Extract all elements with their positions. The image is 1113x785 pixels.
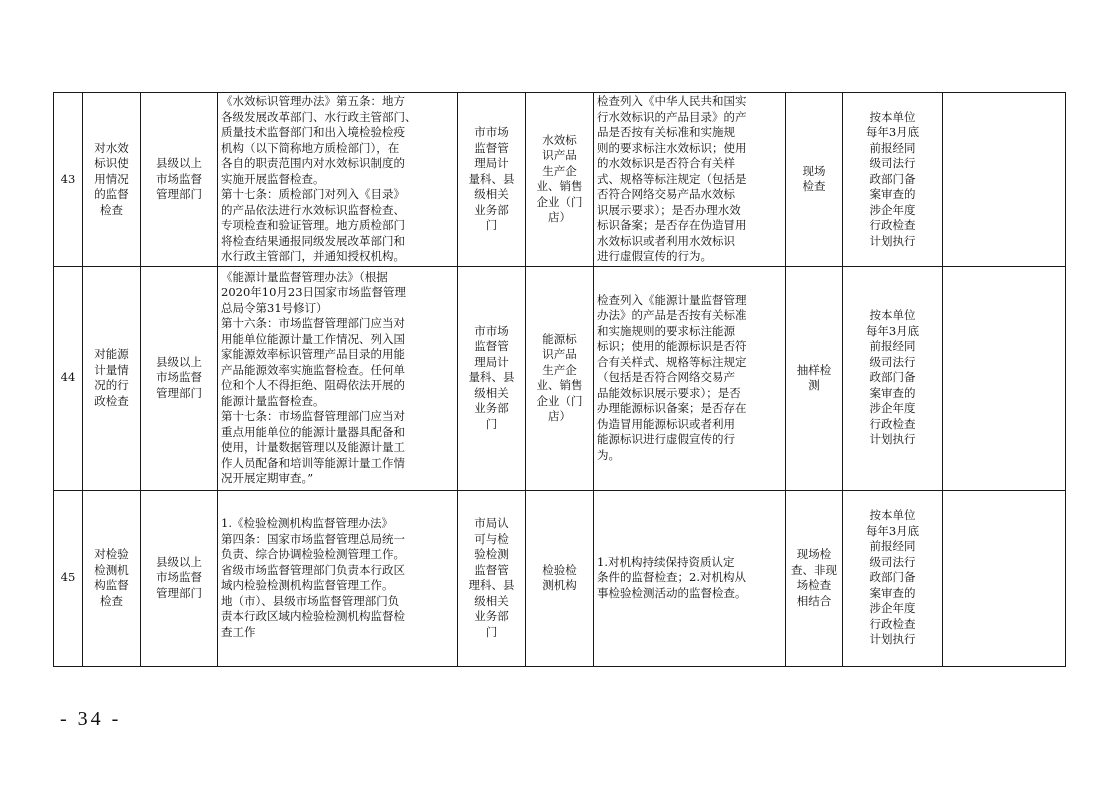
row-number: 45	[54, 490, 83, 666]
inspection-method: 现场 检查	[786, 93, 843, 267]
table-row	[54, 93, 1066, 267]
inspection-frequency: 按本单位 每年3月底 前报经同 级司法行 政部门备 案审查的 涉企年度 行政检查 计划执行	[843, 266, 943, 490]
remark	[943, 266, 1066, 490]
row-number: 44	[54, 266, 83, 490]
inspection-object: 水效标 识产品 生产企 业、销售 企业（门 店）	[526, 93, 594, 267]
inspection-content: 检查列入《中华人民共和国实 行水效标识的产品目录》的产 品是否按有关标准和实施规 则的要求标注水效标识；使用 的水效标识是否符合有关样 式、规格等标注规定（包括是 否符合网络交易产品水效标 识展示要求）；是否办理水效 标识备案；是否存在伪造冒用 水效标识或者利用水效标识 进行虚假宣传的行为。	[594, 93, 786, 267]
remark	[943, 93, 1066, 267]
inspection-subject: 县级以上 市场监督 管理部门	[141, 93, 218, 267]
legal-basis: 《能源计量监督管理办法》（根据 2020年10月23日国家市场监督管理 总局令第31号修订） 第十六条：市场监督管理部门应当对 用能单位能源计量工作情况、列入国 家能源效率标识管理产品目录的用能 产品能源效率实施监督检查。任何单 位和个人不得拒绝、阻碍依法开展的 能源计量监督检查。 第十七条：市场监督管理部门应当对 重点用能单位的能源计量器具配备和 使用，计量数据管理以及能源计量工 作人员配备和培训等能源计量工作情 况开展定期审查。”	[218, 266, 458, 490]
inspection-frequency: 按本单位 每年3月底 前报经同 级司法行 政部门备 案审查的 涉企年度 行政检查 计划执行	[843, 93, 943, 267]
responsible-department: 市市场 监督管 理局计 量科、县 级相关 业务部 门	[458, 266, 526, 490]
page-number: - 34 -	[60, 708, 122, 730]
table-row	[54, 490, 1066, 666]
inspection-item: 对能源 计量情 况的行 政检查	[83, 266, 141, 490]
inspection-object: 检验检 测机构	[526, 490, 594, 666]
legal-basis: 《水效标识管理办法》第五条：地方 各级发展改革部门、水行政主管部门、 质量技术监督部门和出入境检验检疫 机构（以下简称地方质检部门），在 各自的职责范围内对水效标识制度的 实施开展监督检查。 第十七条：质检部门对列入《目录》 的产品依法进行水效标识监督检查、 专项检查和验证管理。地方质检部门 将检查结果通报同级发展改革部门和 水行政主管部门，并通知授权机构。	[218, 93, 458, 267]
inspection-item: 对检验 检测机 构监督 检查	[83, 490, 141, 666]
inspection-item: 对水效 标识使 用情况 的监督 检查	[83, 93, 141, 267]
remark	[943, 490, 1066, 666]
legal-basis: 1.《检验检测机构监督管理办法》 第四条：国家市场监督管理总局统一 负责、综合协调检验检测管理工作。 省级市场监督管理部门负责本行政区 域内检验检测机构监督管理工作。 地（市）、县级市场监督管理部门负 责本行政区域内检验检测机构监督检 查工作	[218, 490, 458, 666]
inspection-subject: 县级以上 市场监督 管理部门	[141, 490, 218, 666]
responsible-department: 市局认 可与检 验检测 监督管 理科、县 级相关 业务部 门	[458, 490, 526, 666]
inspection-content: 检查列入《能源计量监督管理 办法》的产品是否按有关标准 和实施规则的要求标注能源 标识；使用的能源标识是否符 合有关样式、规格等标注规定 （包括是否符合网络交易产 品能效标识展示要求）；是否 办理能源标识备案；是否存在 伪造冒用能源标识或者利用 能源标识进行虚假宣传的行 为。	[594, 266, 786, 490]
inspection-method: 现场检 查、非现 场检查 相结合	[786, 490, 843, 666]
inspection-content: 1.对机构持续保持资质认定 条件的监督检查；2.对机构从 事检验检测活动的监督检查。	[594, 490, 786, 666]
inspection-object: 能源标 识产品 生产企 业、销售 企业（门 店）	[526, 266, 594, 490]
inspection-table	[53, 92, 1066, 667]
inspection-method: 抽样检 测	[786, 266, 843, 490]
row-number: 43	[54, 93, 83, 267]
table-row	[54, 266, 1066, 490]
inspection-subject: 县级以上 市场监督 管理部门	[141, 266, 218, 490]
responsible-department: 市市场 监督管 理局计 量科、县 级相关 业务部 门	[458, 93, 526, 267]
inspection-frequency: 按本单位 每年3月底 前报经同 级司法行 政部门备 案审查的 涉企年度 行政检查 计划执行	[843, 490, 943, 666]
